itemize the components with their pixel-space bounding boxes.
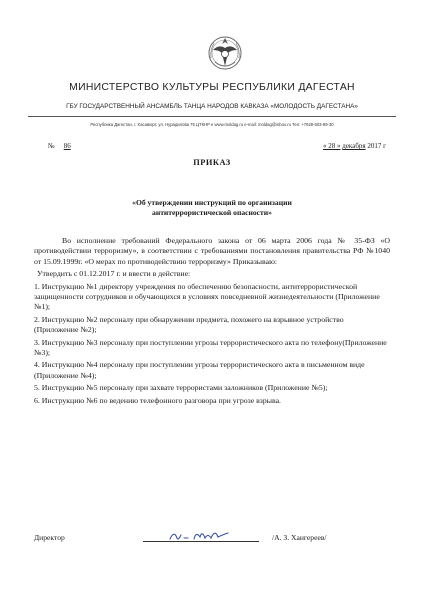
instruction-item-4: 4. Инструкцию №4 персоналу при поступлении угрозы террористического акта в письменном виде (Приложение №4); [34,360,365,380]
document-body [34,236,390,406]
subject-line-2: антитеррористической опасности» [152,208,272,217]
instruction-item-5: 5. Инструкцию №5 персоналу при захвате террористами заложников (Приложение №5); [34,383,328,393]
signatory-name: /А. З. Хангереев/ [272,533,327,542]
instruction-item-1: 1. Инструкцию №1 директору учреждения по обеспечению безопасности, антитеррористической защищенности сотрудников и обучающихся в условиях повседневной жизнедеятельности (Приложение №1); [34,281,380,312]
handwritten-signature [166,526,232,544]
instruction-item-2: 2. Инструкцию №2 персоналу при обнаружении предмета, похожего на взрывное устройство (Приложение №2); [34,314,344,335]
organization-address: Республика Дагестан, г. Хасавюрт, ул. Нурадилова 75 ЦТКНР e www.moldag.ru e-mail: moldag@inbox.ru Тел: +7928-503-89-30 [90,122,334,127]
organization-name: ГБУ ГОСУДАРСТВЕННЫЙ АНСАМБЛЬ ТАНЦА НАРОДОВ КАВКАЗА «МОЛОДОСТЬ ДАГЕСТАНА» [66,103,358,110]
ministry-name: МИНИСТЕРСТВО КУЛЬТУРЫ РЕСПУБЛИКИ ДАГЕСТАН [69,82,355,93]
order-date-day: « 28 » [323,142,341,150]
order-number [48,142,71,150]
header-divider [28,116,396,117]
instruction-item-3: 3. Инструкцию №3 персоналу при поступлении угрозы террористического акта по телефону(Приложение №3); [34,337,387,358]
subject-line-1: «Об утверждении инструкций по организации [132,198,292,207]
signatory-role: Директор [34,533,65,542]
order-date-month: декабря [342,142,366,150]
order-date [323,142,386,150]
dagestan-coat-of-arms-icon [201,28,249,76]
order-number-value: 86 [63,142,71,150]
document-subject [0,198,424,218]
intro-paragraph: Во исполнение требований Федерального закона от 06 марта 2006 года № 35-ФЗ «О противодействии терроризму», в соответствии с требованиями постановления правительства РФ №1040 от 15.09.1999г. «О мерах по противодействию терроризму» Приказываю: [34,236,390,266]
order-number-label: № [48,142,55,150]
instruction-item-6: 6. Инструкцию №6 по ведению телефонного разговора при угрозе взрыва. [34,395,282,405]
order-date-year: 2017 г [367,142,386,150]
approve-line: Утвердить с 01.12.2017 г. и ввести в действие: [37,269,191,279]
document-title: ПРИКАЗ [193,158,231,167]
